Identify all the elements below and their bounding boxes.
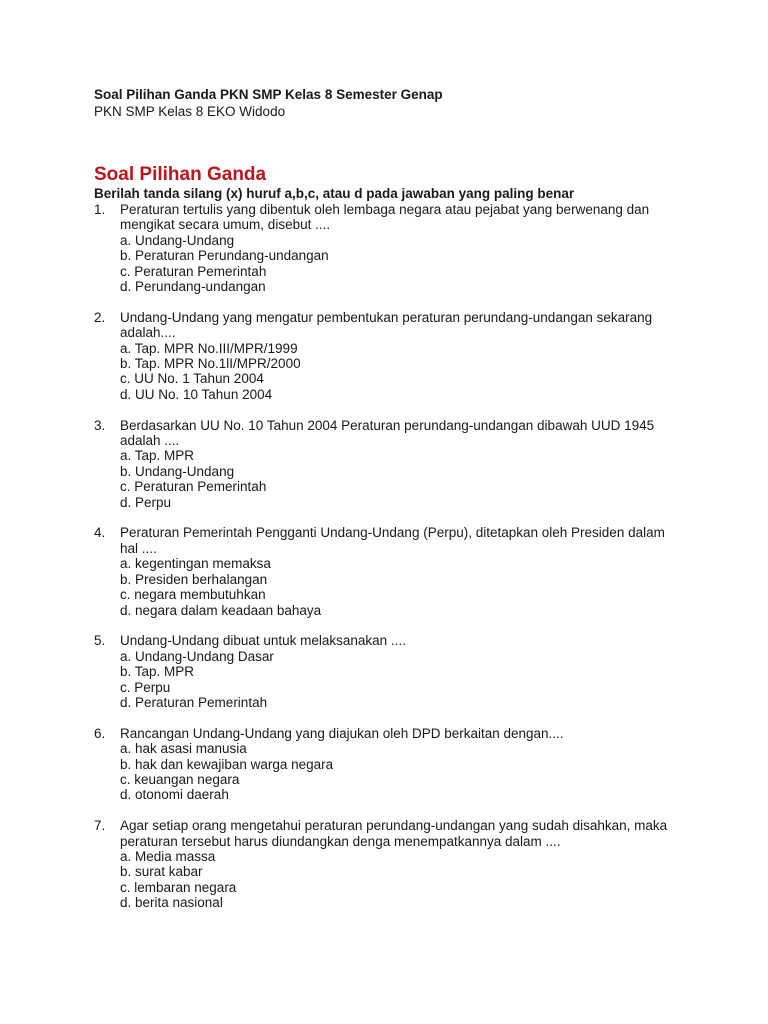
option-d: d. Peraturan Pemerintah	[120, 694, 268, 710]
question-number: 3.	[94, 417, 106, 433]
question-number: 1.	[94, 202, 106, 217]
question-item	[94, 726, 674, 803]
option-a: a. Tap. MPR No.III/MPR/1999	[120, 340, 298, 356]
option-c: c. lembaran negara	[120, 879, 237, 895]
document-title: Soal Pilihan Ganda PKN SMP Kelas 8 Semester Genap	[94, 87, 443, 102]
question-item	[94, 633, 674, 710]
option-list	[120, 556, 674, 618]
option-d: d. Perpu	[120, 494, 172, 510]
option-b: b. Tap. MPR No.1lI/MPR/2000	[120, 356, 301, 372]
document-subtitle: PKN SMP Kelas 8 EKO Widodo	[94, 104, 286, 119]
option-a: a. hak asasi manusia	[120, 741, 247, 757]
option-d: d. berita nasional	[120, 895, 223, 911]
option-list	[120, 233, 674, 295]
question-text: Undang-Undang yang mengatur pembentukan peraturan perundang-undangan sekarang adalah....	[120, 309, 653, 341]
option-a: a. Undang-Undang	[120, 232, 235, 248]
option-b: b. Presiden berhalangan	[120, 571, 268, 587]
option-b: b. hak dan kewajiban warga negara	[120, 756, 334, 772]
option-c: c. negara membutuhkan	[120, 587, 266, 603]
option-list	[120, 741, 674, 803]
option-a: a. Media massa	[120, 848, 216, 864]
option-d: d. Perundang-undangan	[120, 279, 266, 295]
option-list	[120, 849, 674, 911]
option-list	[120, 649, 674, 711]
question-text: Peraturan tertulis yang dibentuk oleh lembaga negara atau pejabat yang berwenang dan mengikat secara umum, disebut ....	[120, 202, 650, 233]
option-list	[120, 448, 674, 510]
option-c: c. keuangan negara	[120, 771, 240, 787]
question-item	[94, 818, 674, 910]
option-b: b. Tap. MPR	[120, 664, 195, 680]
question-text: Peraturan Pemerintah Pengganti Undang-Undang (Perpu), ditetapkan oleh Presiden dalam hal ....	[120, 525, 665, 556]
question-number: 4.	[94, 525, 106, 541]
question-item	[94, 310, 674, 402]
option-c: c. Peraturan Pemerintah	[120, 263, 267, 279]
question-number: 6.	[94, 725, 106, 741]
question-item	[94, 418, 674, 510]
option-b: b. Undang-Undang	[120, 463, 235, 479]
option-c: c. Perpu	[120, 679, 171, 695]
option-list	[120, 341, 674, 403]
question-number: 2.	[94, 309, 106, 325]
question-number: 5.	[94, 633, 106, 649]
question-list	[94, 202, 674, 926]
question-item	[94, 202, 674, 294]
option-b: b. surat kabar	[120, 864, 203, 880]
question-text: Rancangan Undang-Undang yang diajukan oleh DPD berkaitan dengan....	[120, 725, 564, 741]
option-c: c. UU No. 1 Tahun 2004	[120, 371, 264, 387]
option-a: a. Undang-Undang Dasar	[120, 648, 274, 664]
option-a: a. Tap. MPR	[120, 448, 195, 464]
option-b: b. Peraturan Perundang-undangan	[120, 248, 329, 264]
option-d: d. negara dalam keadaan bahaya	[120, 602, 322, 618]
question-number: 7.	[94, 818, 106, 834]
question-text: Agar setiap orang mengetahui peraturan perundang-undangan yang sudah disahkan, maka peraturan tersebut harus diundangkan denga menempatkannya dalam ....	[120, 818, 668, 849]
section-heading: Soal Pilihan Ganda	[94, 164, 267, 185]
question-text: Berdasarkan UU No. 10 Tahun 2004 Peraturan perundang-undangan dibawah UUD 1945 adalah ....	[120, 417, 655, 449]
question-text: Undang-Undang dibuat untuk melaksanakan ....	[120, 633, 406, 649]
question-item	[94, 525, 674, 617]
option-d: d. otonomi daerah	[120, 787, 229, 803]
option-a: a. kegentingan memaksa	[120, 556, 271, 572]
option-c: c. Peraturan Pemerintah	[120, 479, 267, 495]
instruction-text: Berilah tanda silang (x) huruf a,b,c, atau d pada jawaban yang paling benar	[94, 186, 575, 201]
document-page	[94, 86, 694, 911]
option-d: d. UU No. 10 Tahun 2004	[120, 386, 273, 402]
